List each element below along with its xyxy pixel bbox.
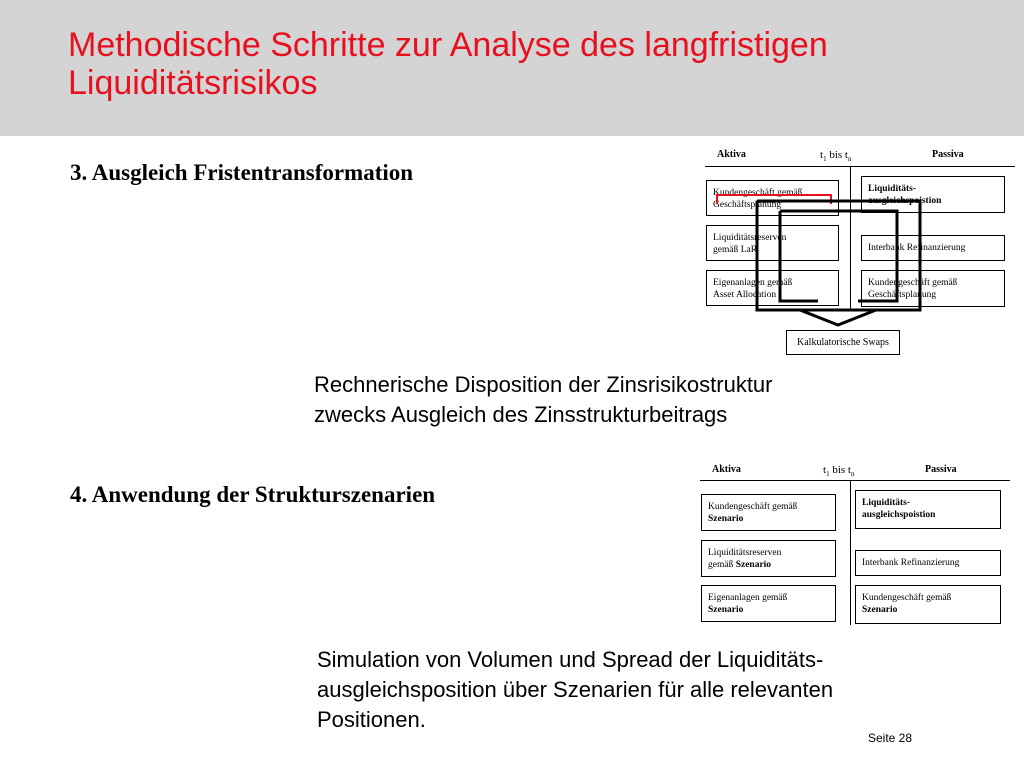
box-liquiditaetsreserven: Liquiditätsreserven gemäß LaR (706, 225, 839, 261)
box-kundengeschaeft-passiva: Kundengeschäft gemäß Geschäftsplanung (861, 270, 1005, 307)
box-kalkulatorische-swaps: Kalkulatorische Swaps (786, 330, 900, 355)
arrow-inner-right (780, 211, 897, 301)
box-kundengeschaeft-aktiva: Kundengeschäft gemäß Geschäftsplanung (706, 180, 839, 216)
box-interbank: Interbank Refinanzierung (861, 235, 1005, 261)
period-label: $t_1$ bis $t_n$ (823, 464, 855, 479)
diagram-hline (700, 480, 1010, 481)
box-liquiditaetsreserven: Liquiditätsreserven gemäß Szenario (701, 540, 836, 577)
section3-heading: 3. Ausgleich Fristentransformation (70, 160, 414, 185)
aktiva-label: Aktiva (712, 464, 741, 475)
box-liquiditaetsausgleich: Liquiditäts- ausgleichspoistion (861, 176, 1005, 213)
title-line-2: Liquiditätsrisikos (68, 64, 318, 102)
section3-description: Rechnerische Disposition der Zinsrisikostruktur zwecks Ausgleich des Zinsstrukturbeitrags (314, 372, 773, 427)
section4-heading: 4. Anwendung der Strukturszenarien (70, 482, 436, 507)
box-kundengeschaeft-aktiva: Kundengeschäft gemäß Szenario (701, 494, 836, 531)
period-label: $t_1$ bis $t_n$ (820, 149, 852, 164)
box-liquiditaetsausgleich: Liquiditäts- ausgleichspoistion (855, 490, 1001, 529)
page-number: Seite 28 (868, 731, 913, 745)
arrow-outline-left (757, 201, 818, 310)
box-eigenanlagen: Eigenanlagen gemäß Asset Allocation (706, 270, 839, 306)
arrow-inner-left (780, 211, 818, 301)
passiva-label: Passiva (925, 464, 957, 475)
section4-diagram (695, 458, 1015, 633)
passiva-label: Passiva (932, 149, 964, 160)
section3-diagram (700, 143, 1020, 358)
diagram-vline (850, 480, 851, 625)
box-interbank: Interbank Refinanzierung (855, 550, 1001, 576)
box-eigenanlagen: Eigenanlagen gemäß Szenario (701, 585, 836, 622)
arrow-head (800, 310, 876, 325)
page-title (68, 26, 968, 102)
box-kundengeschaeft-passiva: Kundengeschäft gemäß Szenario (855, 585, 1001, 624)
swap-arrow-overlay (700, 143, 1020, 358)
aktiva-label: Aktiva (717, 149, 746, 160)
title-line-1: Methodische Schritte zur Analyse des langfristigen (68, 26, 828, 64)
section4-description: Simulation von Volumen und Spread der Liquiditäts- ausgleichsposition über Szenarien für alle relevanten Positionen. (317, 647, 834, 732)
